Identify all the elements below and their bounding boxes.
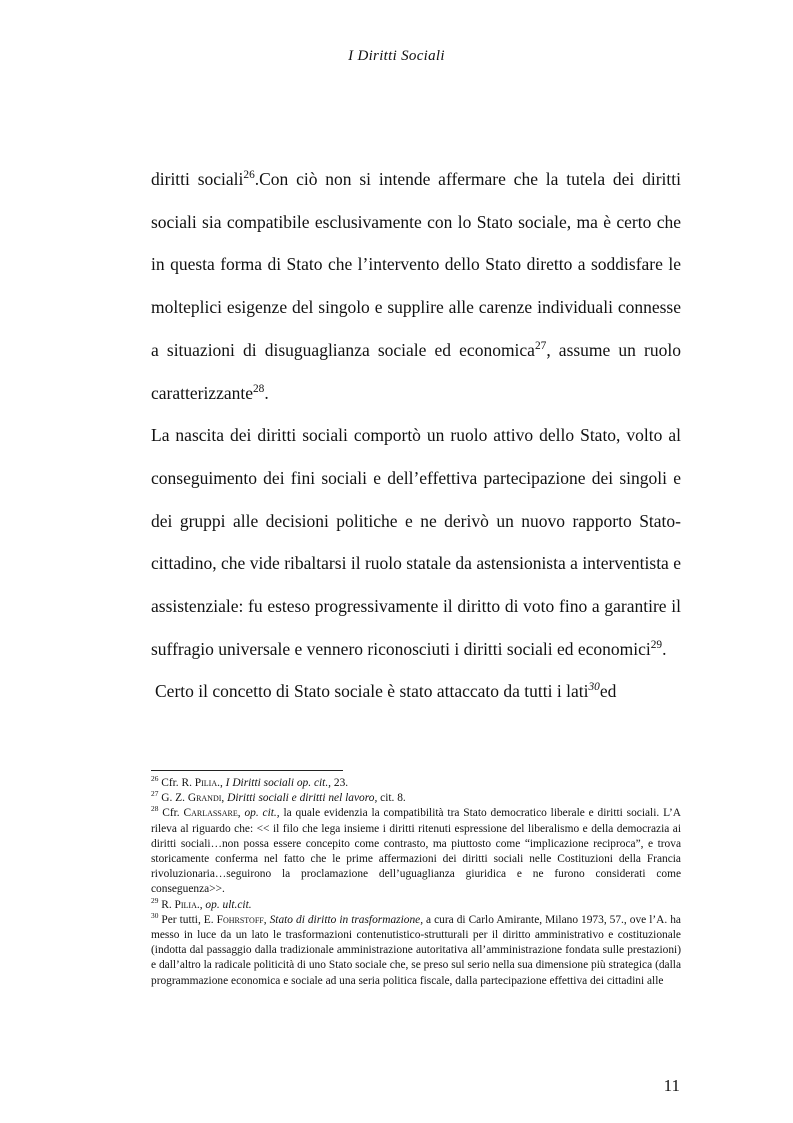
footnotes [151, 776, 681, 989]
paragraph-1: diritti sociali$^{26}$.Con ciò non si intende affermare che la tutela dei diritti sociali sia compatibile esclusivamente con lo Stato sociale, ma è certo che in questa forma di Stato che l’intervento dello Stato diretto a soddisfare le molteplici esigenze del singolo e supplire alle carenze individuali connesse a situazioni di disuguaglianza sociale ed economica$^{27}$, assume un ruolo caratterizzante$^{28}$. [151, 169, 681, 403]
body-text [151, 158, 681, 713]
paragraph-3: Certo il concetto di Stato sociale è stato attaccato da tutti i lati$^{30}$ed [155, 681, 617, 702]
footnote-ref-28[interactable]: 28 [253, 382, 265, 395]
footnote-29: $^{29}$ R. Pilia., op. ult.cit. [151, 895, 252, 911]
footnote-26: $^{26}$ Cfr. R. Pilia., I Diritti sociali op. cit., 23. [151, 774, 349, 789]
footnote-ref-27[interactable]: 27 [534, 339, 547, 352]
footnote-28: $^{28}$ Cfr. Carlassare, op. cit., la quale evidenzia la compatibilità tra Stato democratico liberale e diritti sociali. L’A rileva al riguardo che: << il filo che lega insieme i diritti ritenuti espressione del liberalismo e della democrazia ai diritti sociali…non possa essere concepito come contrasto, ma piuttosto come “implicazione reciproca”, e trova storicamente conferma nel fatto che le prime affermazioni dei diritti sociali nelle Costituzioni della Francia rivoluzionaria…seguirono la proclamazione dell’uguaglianza giuridica e ne furono considerati come conseguenza>>. [151, 804, 681, 896]
running-header: I Diritti Sociali [348, 48, 445, 64]
footnote-ref-30[interactable]: 30 [588, 681, 600, 694]
paragraph-2: La nascita dei diritti sociali comportò un ruolo attivo dello Stato, volto al conseguimento dei fini sociali e dell’effettiva partecipazione dei singoli e dei gruppi alle decisioni politiche e ne derivò un nuovo rapporto Stato-cittadino, che vide ribaltarsi il ruolo statale da astensionista a interventista e assistenziale: fu esteso progressivamente il diritto di voto fino a garantire il suffragio universale e vennero riconosciuti i diritti sociali ed economici$^{29}$. [151, 425, 681, 659]
footnote-30: $^{30}$ Per tutti, E. Fohrstoff, Stato di diritto in trasformazione, a cura di Carlo Amirante, Milano 1973, 57., ove l’A. ha messo in luce da un lato le trasformazioni contenutistico-strutturali per il diritto amministrativo e costituzionale (indotta dal passaggio dalla tradizionale amministrazione autoritativa all’amministrazione fondata sulle prestazioni) e dall’altro la radicale politicità di uno Stato sociale che, se preso sul serio nella sua dimensione più strategica (dalla programmazione economica e sociale ad una seria politica fiscale, dalla partecipazione effettiva dei cittadini alle [151, 911, 681, 987]
footnote-ref-29[interactable]: 29 [650, 638, 663, 651]
footnote-ref-26[interactable]: 26 [243, 169, 255, 182]
footnote-separator [151, 770, 343, 771]
page-number: 11 [663, 1076, 680, 1095]
footnote-27: $^{27}$ G. Z. Grandi, Diritti sociali e diritti nel lavoro, cit. 8. [151, 789, 406, 805]
